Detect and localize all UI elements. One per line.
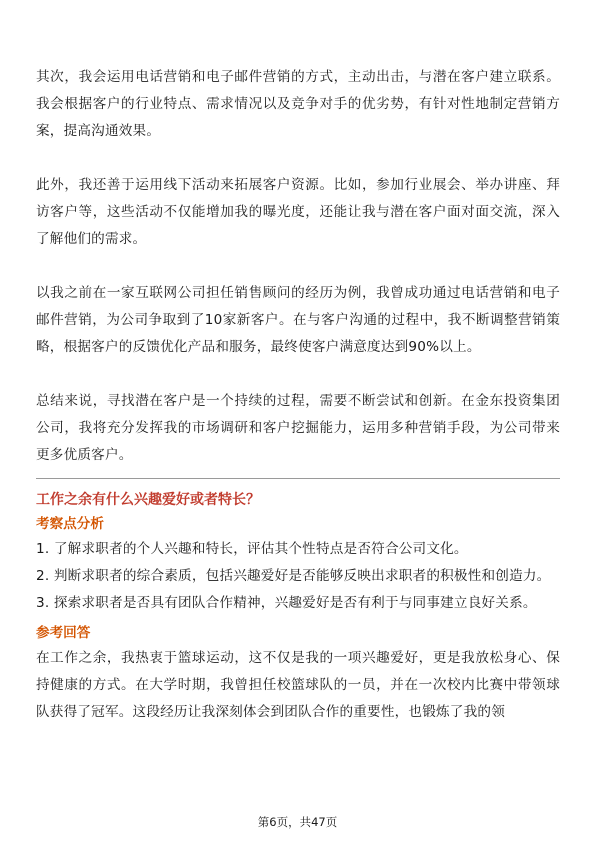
paragraph-offline-activities: 此外，我还善于运用线下活动来拓展客户资源。比如，参加行业展会、举办讲座、拜访客户等，这些活动不仅能增加我的曝光度，还能让我与潜在客户面对面交流，深入了解他们的需求。 <box>36 177 560 247</box>
paragraph-summary: 总结来说，寻找潜在客户是一个持续的过程，需要不断尝试和创新。在金东投资集团公司，我将充分发挥我的市场调研和客户挖掘能力，运用多种营销手段，为公司带来更多优质客户。 <box>36 393 560 463</box>
answer-text: 在工作之余，我热衷于篮球运动，这不仅是我的一项兴趣爱好，更是我放松身心、保持健康的方式。在大学时期，我曾担任校篮球队的一员，并在一次校内比赛中带领球队获得了冠军。这段经历让我深刻体会到团队合作的重要性，也锻炼了我的领 <box>36 650 560 720</box>
paragraph-marketing-methods: 其次，我会运用电话营销和电子邮件营销的方式，主动出击，与潜在客户建立联系。我会根据客户的行业特点、需求情况以及竞争对手的优劣势，有针对性地制定营销方案，提高沟通效果。 <box>36 69 560 139</box>
paragraph-experience-example: 以我之前在一家互联网公司担任销售顾问的经历为例，我曾成功通过电话营销和电子邮件营销，为公司争取到了10家新客户。在与客户沟通的过程中，我不断调整营销策略，根据客户的反馈优化产品和服务，最终使客户满意度达到90%以上。 <box>36 285 560 355</box>
question-title: 工作之余有什么兴趣爱好或者特长？ <box>36 492 260 508</box>
section-divider <box>36 478 560 479</box>
analysis-item-2: 2. 判断求职者的综合素质，包括兴趣爱好是否能够反映出求职者的积极性和创造力。 <box>36 568 551 584</box>
answer-heading: 参考回答 <box>36 625 91 641</box>
page-number: 第6页，共47页 <box>257 815 338 829</box>
analysis-item-3: 3. 探索求职者是否具有团队合作精神，兴趣爱好是否有利于与同事建立良好关系。 <box>36 595 537 611</box>
analysis-heading: 考察点分析 <box>36 516 104 532</box>
analysis-item-1: 1. 了解求职者的个人兴趣和特长，评估其个性特点是否符合公司文化。 <box>36 541 468 557</box>
page-content <box>36 64 560 726</box>
